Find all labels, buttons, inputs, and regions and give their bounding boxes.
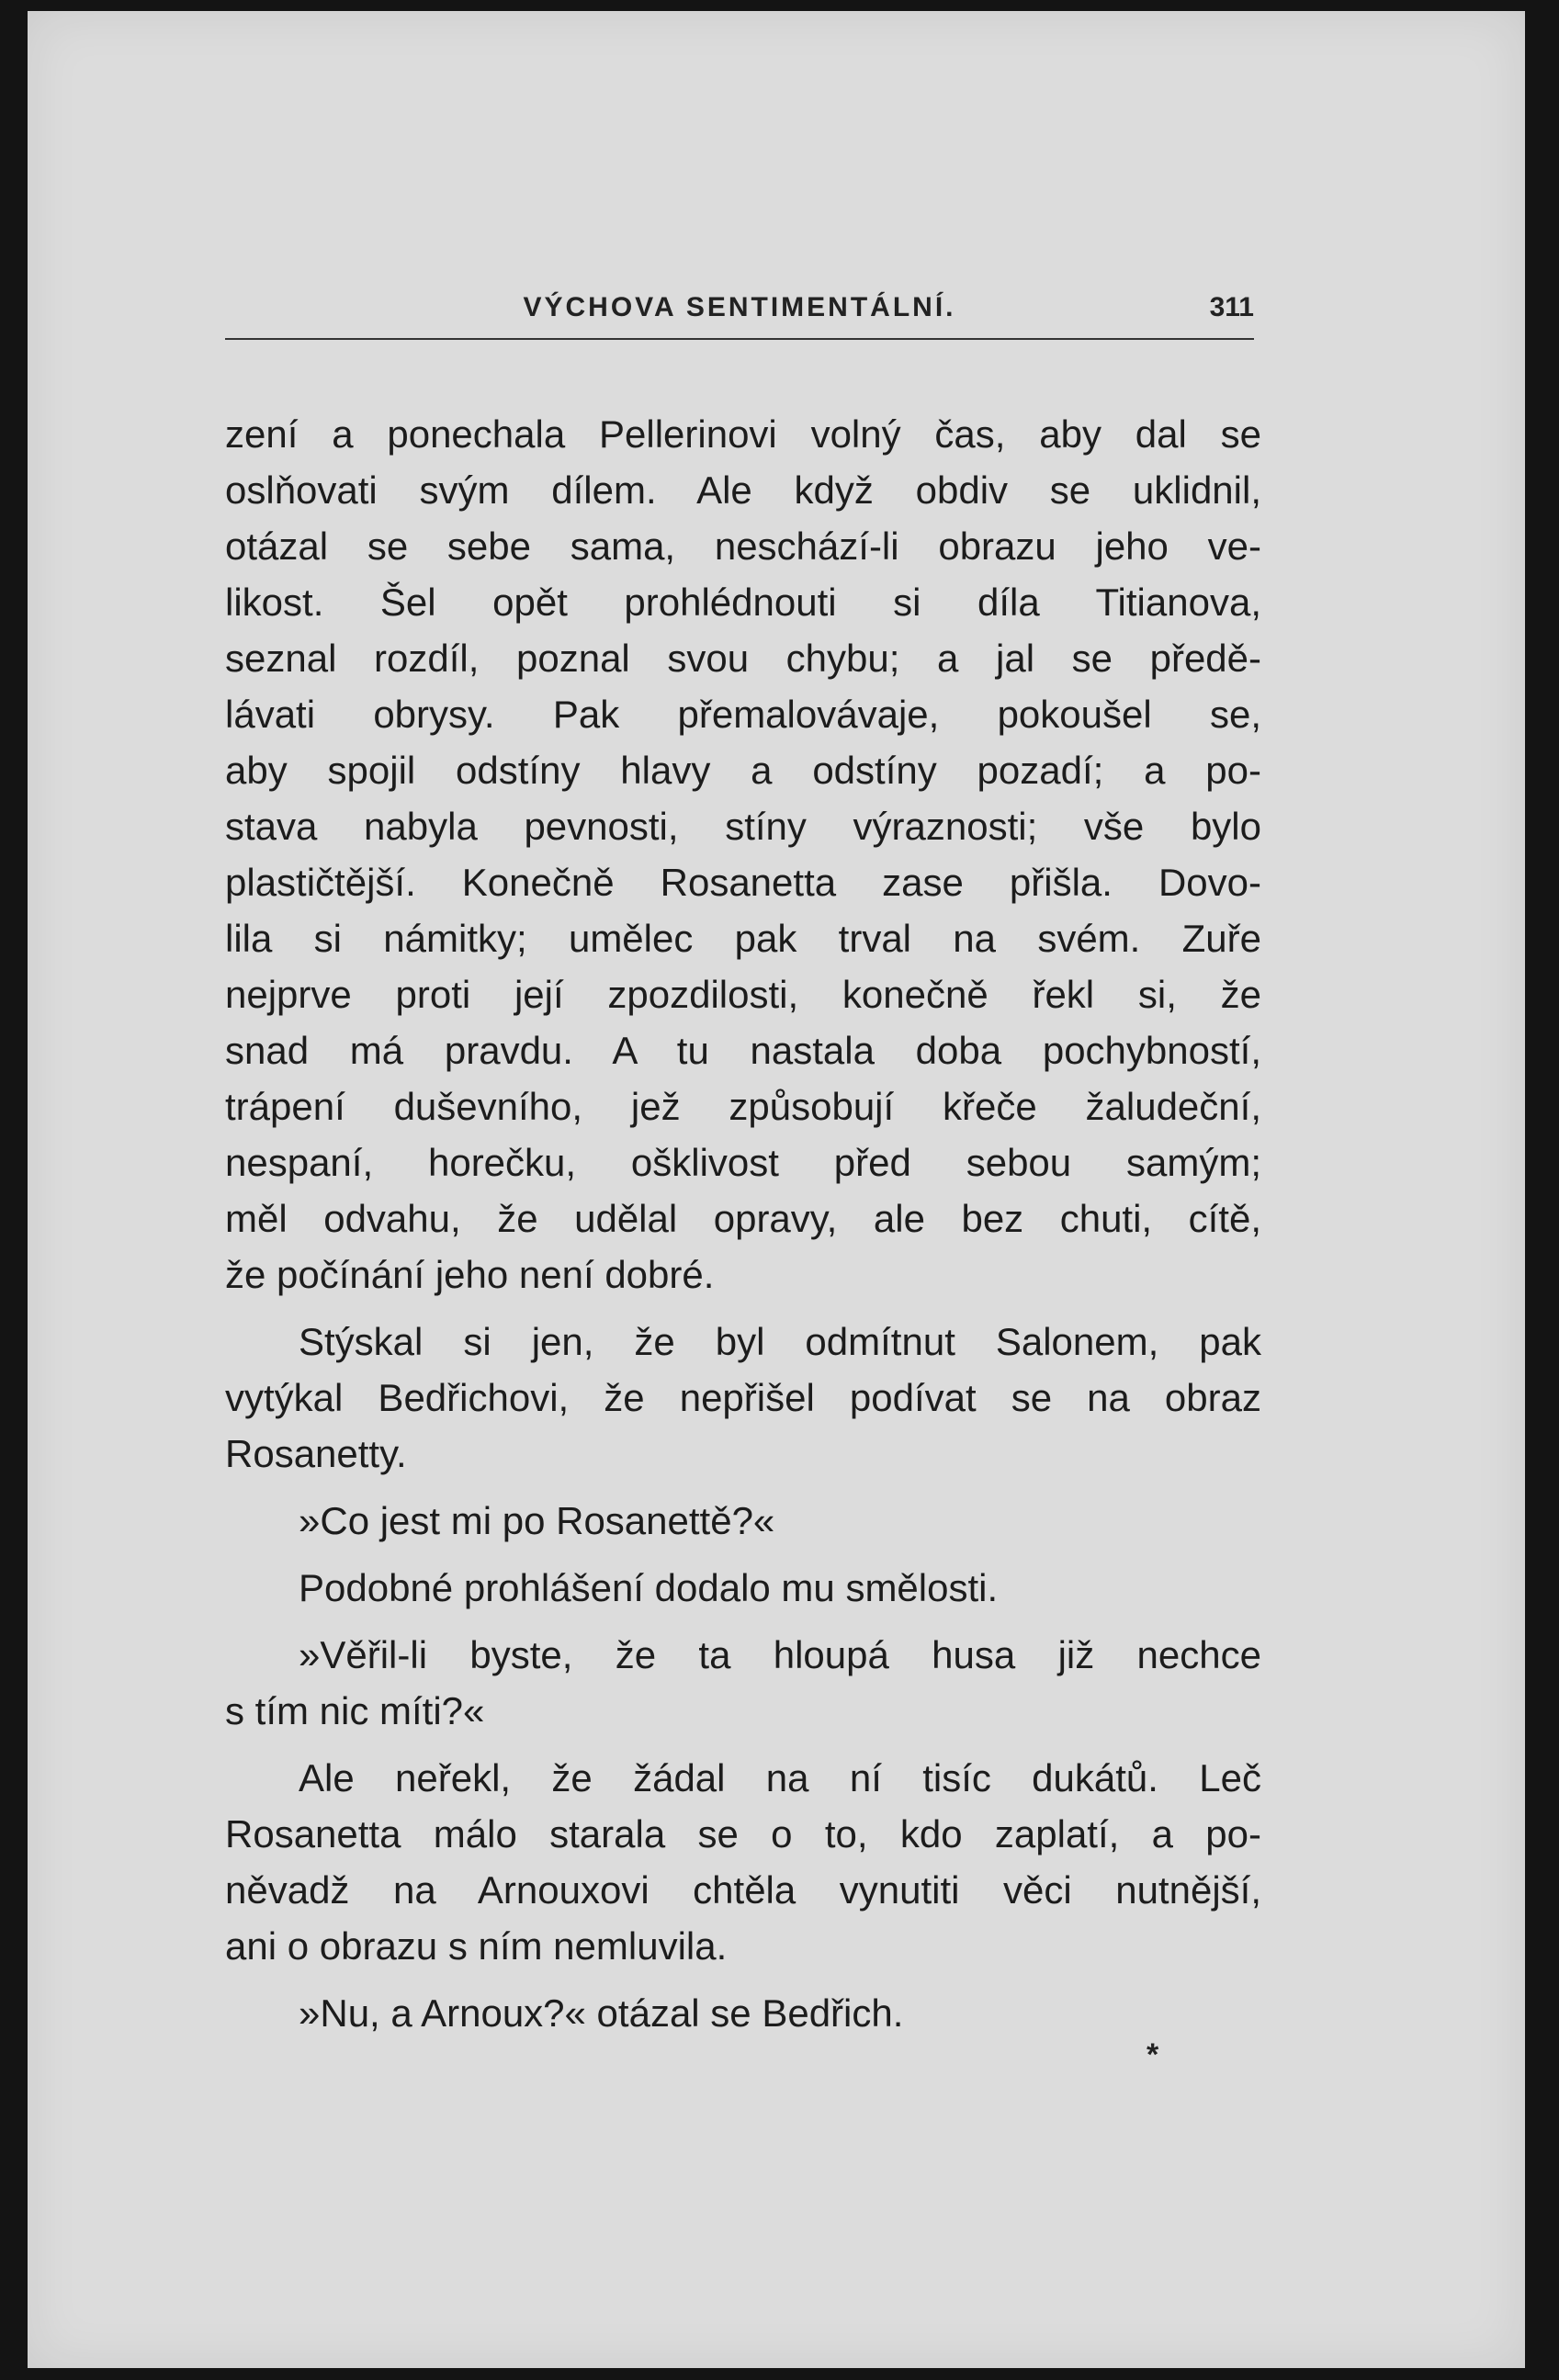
- text-line: lávati obrysy. Pak přemalovávaje, pokoušel se,: [225, 693, 1261, 736]
- text-line: »Nu, a Arnoux?« otázal se Bedřich.: [299, 1991, 904, 2035]
- text-line: vytýkal Bedřichovi, že nepřišel podívat se na obraz: [225, 1376, 1261, 1419]
- text-line: aby spojil odstíny hlavy a odstíny pozadí; a po-: [225, 749, 1261, 792]
- paragraph: [225, 1985, 1261, 2041]
- text-line: ani o obrazu s ním nemluvila.: [225, 1924, 728, 1968]
- text-line: Rosanetty.: [225, 1432, 407, 1475]
- text-line: »Co jest mi po Rosanettě?«: [299, 1499, 775, 1542]
- paragraph: [225, 1560, 1261, 1616]
- text-line: nejprve proti její zpozdilosti, konečně řekl si, že: [225, 973, 1261, 1016]
- text-line: trápení duševního, jež způsobují křeče žaludeční,: [225, 1085, 1261, 1128]
- text-line: zení a ponechala Pellerinovi volný čas, aby dal se: [225, 412, 1261, 456]
- text-line: oslňovati svým dílem. Ale když obdiv se uklidnil,: [225, 468, 1261, 512]
- page-number: 311: [1209, 292, 1254, 322]
- text-line: Podobné prohlášení dodalo mu smělosti.: [299, 1566, 999, 1609]
- text-line: Rosanetta málo starala se o to, kdo zaplatí, a po-: [225, 1812, 1261, 1855]
- text-line: s tím nic míti?«: [225, 1689, 485, 1732]
- text-line: otázal se sebe sama, neschází-li obrazu jeho ve-: [225, 525, 1261, 568]
- text-line: stava nabyla pevnosti, stíny výraznosti; vše bylo: [225, 805, 1261, 848]
- text-line: plastičtější. Konečně Rosanetta zase přišla. Dovo-: [225, 861, 1261, 904]
- footnote-mark: *: [1147, 2037, 1159, 2072]
- paragraph: [225, 1314, 1261, 1482]
- text-line: Stýskal si jen, že byl odmítnut Salonem, pak: [299, 1320, 1261, 1363]
- paragraph: [225, 1627, 1261, 1739]
- text-line: měl odvahu, že udělal opravy, ale bez chuti, cítě,: [225, 1197, 1261, 1240]
- paragraph: [225, 1493, 1261, 1549]
- text-line: snad má pravdu. A tu nastala doba pochybností,: [225, 1029, 1261, 1072]
- paragraph: [225, 1750, 1261, 1974]
- text-line: lila si námitky; umělec pak trval na svém. Zuře: [225, 917, 1261, 960]
- text-line: něvadž na Arnouxovi chtěla vynutiti věci nutnější,: [225, 1868, 1261, 1912]
- text-line: seznal rozdíl, poznal svou chybu; a jal se předě-: [225, 637, 1261, 680]
- text-line: Ale neřekl, že žádal na ní tisíc dukátů. Leč: [299, 1756, 1261, 1799]
- running-header: [225, 292, 1254, 329]
- body-text: [225, 406, 1261, 2041]
- text-line: nespaní, horečku, ošklivost před sebou samým;: [225, 1141, 1261, 1184]
- text-line: »Věřil-li byste, že ta hloupá husa již nechce: [299, 1633, 1261, 1676]
- paragraph: [225, 406, 1261, 1303]
- text-line: že počínání jeho není dobré.: [225, 1253, 715, 1296]
- text-line: likost. Šel opět prohlédnouti si díla Titianova,: [225, 581, 1261, 624]
- running-title: VÝCHOVA SENTIMENTÁLNÍ.: [523, 292, 956, 322]
- header-rule: [225, 338, 1254, 340]
